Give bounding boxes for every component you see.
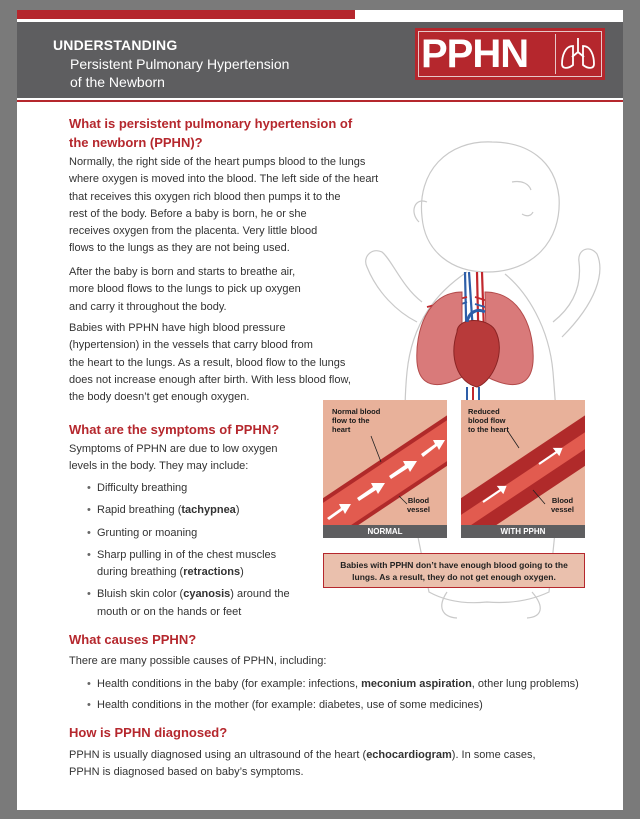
top-accent-bar xyxy=(17,10,355,19)
label-line: vessel xyxy=(551,505,574,514)
label-line: Normal blood xyxy=(332,407,381,416)
normal-caption: NORMAL xyxy=(323,525,447,538)
list-item xyxy=(87,547,317,582)
reduced-flow-label xyxy=(468,407,509,434)
pphn-flow-panel xyxy=(461,400,585,538)
header-title-line2: of the Newborn xyxy=(70,74,165,90)
para-pphn-effect xyxy=(69,320,351,406)
text-line: where oxygen is moved into the blood. The left side of the heart xyxy=(69,173,379,186)
logo-text: PPHN xyxy=(421,32,529,76)
label-line: flow to the xyxy=(332,416,370,425)
text-line xyxy=(69,747,609,764)
item-text: ) xyxy=(240,566,244,579)
label-line: to the heart xyxy=(468,425,509,434)
term-tachypnea: tachypnea xyxy=(181,504,236,517)
normal-flow-panel xyxy=(323,400,447,538)
item-text: Difficulty breathing xyxy=(97,482,188,494)
para-normal-flow xyxy=(69,154,378,258)
para-after-birth xyxy=(69,264,301,316)
section-heading-symptoms: What are the symptoms of PPHN? xyxy=(69,422,280,437)
term-retractions: retractions xyxy=(183,566,241,579)
term-cyanosis: cyanosis xyxy=(183,588,231,601)
item-text: Grunting or moaning xyxy=(97,526,198,539)
text-line: rest of the body. Before a baby is born, he or she xyxy=(69,207,307,220)
callout-line: lungs. As a result, they do not get enough oxygen. xyxy=(352,572,556,582)
list-item xyxy=(87,502,317,519)
para-diagnosis xyxy=(69,747,609,782)
symptoms-list xyxy=(87,480,317,621)
item-text: • Sharp pulling in of the chest muscles xyxy=(97,548,277,561)
item-text: mouth or on the hands or feet xyxy=(97,605,242,618)
text-line: flows to the lungs as they are not being used. xyxy=(69,242,290,255)
text-line: Symptoms of PPHN are due to low oxygen xyxy=(69,443,278,455)
section-heading-what-is xyxy=(69,114,352,152)
text-line: that receives this oxygen rich blood then pumps it to the xyxy=(69,190,341,203)
callout-line: Babies with PPHN don’t have enough blood going to the xyxy=(340,560,568,570)
item-text: ) xyxy=(235,504,240,517)
list-item xyxy=(87,697,617,714)
item-text: , other lung problems) xyxy=(471,678,579,690)
label-line: Blood xyxy=(407,496,430,505)
header-title-line1: Persistent Pulmonary Hypertension xyxy=(70,56,290,72)
lungs-icon xyxy=(555,34,600,74)
label-line: heart xyxy=(332,425,351,434)
list-item xyxy=(87,525,317,542)
item-text: ) around the xyxy=(230,588,290,601)
item-text: Health conditions in the mother (for example: diabetes, use of some medicines) xyxy=(97,699,483,712)
text-line: Babies with PPHN have high blood pressure xyxy=(69,322,286,334)
text-line: more blood flows to the lungs to pick up oxygen xyxy=(69,283,301,296)
section-heading-causes: What causes PPHN? xyxy=(69,632,197,647)
para-causes-intro: There are many possible causes of PPHN, including: xyxy=(69,655,327,667)
pphn-caption: WITH PPHN xyxy=(461,525,585,538)
list-item xyxy=(87,676,617,693)
diagram-callout xyxy=(323,553,585,588)
pphn-logo xyxy=(415,28,605,80)
label-line: Blood xyxy=(551,496,574,505)
text-line: and carry it throughout the body. xyxy=(69,300,227,313)
text-line: Normally, the right side of the heart pumps blood to the lungs xyxy=(69,156,366,168)
header-underline xyxy=(17,100,623,102)
causes-list xyxy=(87,676,617,715)
term-echocardiogram: echocardiogram xyxy=(366,749,452,761)
document-page xyxy=(17,10,623,810)
label-line: vessel xyxy=(407,505,430,514)
text-line: PPHN is diagnosed based on baby’s symptoms. xyxy=(69,766,304,779)
text-line: the body doesn’t get enough oxygen. xyxy=(69,391,250,404)
text-line: (hypertension) in the vessels that carry blood from xyxy=(69,339,313,352)
normal-flow-label xyxy=(332,407,380,434)
text-line: levels in the body. They may include: xyxy=(69,460,249,473)
text-line: does not increase enough after birth. With less blood flow, xyxy=(69,373,351,386)
text-line: After the baby is born and starts to breathe air, xyxy=(69,266,296,278)
vessel-label xyxy=(407,496,430,514)
vessel-label xyxy=(551,496,574,514)
text-span: ). In some cases, xyxy=(451,749,536,761)
heading-line: the newborn (PPHN)? xyxy=(69,135,203,150)
section-heading-diagnosis: How is PPHN diagnosed? xyxy=(69,725,228,740)
header-kicker: UNDERSTANDING xyxy=(53,37,178,53)
item-text: Health conditions in the baby (for example: infections, xyxy=(97,678,362,690)
term-meconium-aspiration: meconium aspiration xyxy=(361,678,472,690)
heading-line: What is persistent pulmonary hypertension of xyxy=(69,116,353,131)
label-line: Reduced xyxy=(468,407,500,416)
text-line: receives oxygen from the placenta. Very little blood xyxy=(69,225,318,238)
list-item xyxy=(87,586,317,621)
item-text: Bluish skin color ( xyxy=(97,588,184,601)
text-line: the heart to the lungs. As a result, blood flow to the lungs xyxy=(69,356,346,369)
item-text: Rapid breathing ( xyxy=(97,504,182,517)
para-symptoms-intro xyxy=(69,441,277,476)
list-item xyxy=(87,480,317,497)
label-line: blood flow xyxy=(468,416,506,425)
text-span: PPHN is usually diagnosed using an ultrasound of the heart ( xyxy=(69,749,367,761)
item-text: during breathing ( xyxy=(97,566,184,579)
